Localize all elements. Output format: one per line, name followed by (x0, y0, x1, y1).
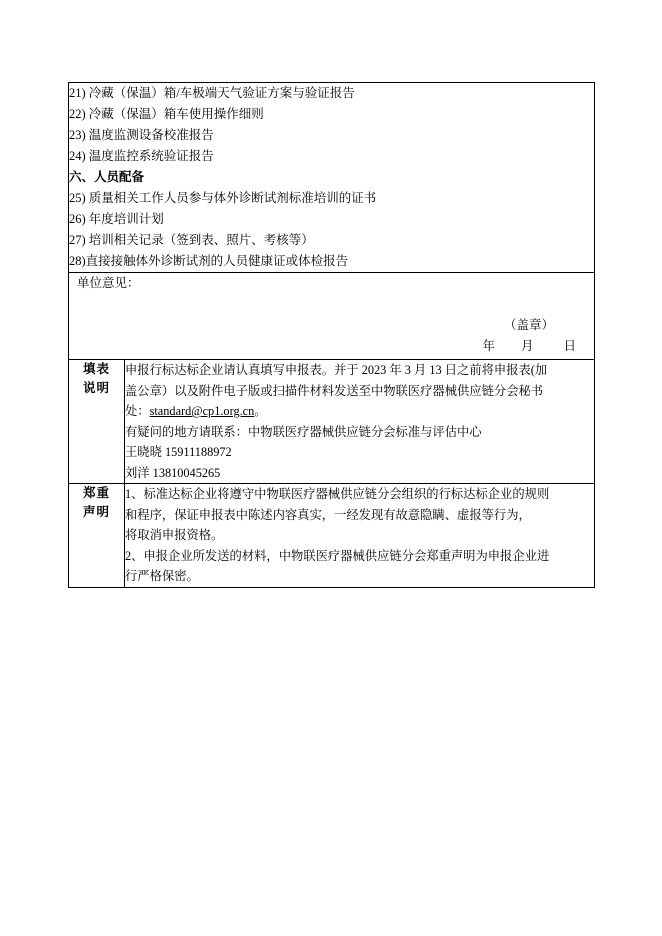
unit-opinion-cell (69, 273, 595, 360)
unit-opinion-label: 单位意见： (77, 276, 140, 290)
list-item: 27) 培训相关记录（签到表、照片、考核等） (69, 233, 314, 247)
table-row-statement (69, 484, 595, 588)
application-form-table (68, 82, 595, 588)
statement-label-line2: 声明 (82, 505, 110, 519)
instructions-contact-2: 刘洋 13810045265 (125, 465, 221, 480)
list-item: 21) 冷藏（保温）箱/车极端天气验证方案与验证报告 (69, 86, 355, 100)
list-item: 28)直接接触体外诊断试剂的人员健康证或体检报告 (69, 254, 349, 268)
list-item: 22) 冷藏（保温）箱车使用操作细则 (69, 107, 264, 121)
instructions-line: 有疑问的地方请联系：中物联医疗器械供应链分会标准与评估中心 (125, 424, 482, 439)
list-item: 23) 温度监测设备校准报告 (69, 128, 214, 142)
table-row-checklist (69, 83, 595, 273)
statement-line: 1、标准达标企业将遵守中物联医疗器械供应链分会组织的行标达标企业的规则 (125, 487, 550, 501)
statement-line: 将取消申报资格。 (125, 528, 224, 542)
date-day-label: 日 (563, 339, 577, 353)
statement-line: 2、申报企业所发送的材料，中物联医疗器械供应链分会郑重声明为申报企业进 (125, 548, 550, 563)
instructions-label-line1: 填表 (82, 362, 110, 376)
instructions-line: 盖公章）以及附件电子版或扫描件材料发送至中物联医疗器械供应链分会秘书 (125, 383, 544, 398)
table-row-unit-opinion (69, 273, 595, 360)
table-row-instructions (69, 360, 595, 484)
contact-email[interactable]: standard@cp1.org.cn (149, 404, 255, 418)
list-item: 26) 年度培训计划 (69, 212, 164, 226)
statement-line: 行严格保密。 (125, 569, 199, 583)
statement-label-line1: 郑重 (82, 486, 110, 500)
checklist-cell (69, 83, 595, 273)
instructions-label-line2: 说明 (82, 381, 110, 395)
instructions-line-email: 处：standard@cp1.org.cn。 (125, 404, 267, 418)
date-placeholder (482, 336, 576, 354)
list-item: 25) 质量相关工作人员参与体外诊断试剂标准培训的证书 (69, 191, 377, 205)
instructions-line: 申报行标达标企业请认真填写申报表。并于 2023 年 3 月 13 日之前将申报表(加 (125, 363, 548, 377)
date-year-label: 年 (482, 339, 495, 353)
instructions-body-cell (125, 360, 595, 484)
statement-label-cell (69, 484, 125, 588)
seal-placeholder: （盖章） (504, 318, 555, 332)
list-item: 24) 温度监控系统验证报告 (69, 149, 214, 163)
date-month-label: 月 (520, 339, 534, 353)
statement-line: 和程序，保证申报表中陈述内容真实，一经发现有故意隐瞒、虚报等行为， (125, 507, 531, 522)
section-heading-personnel: 六、人员配备 (69, 170, 145, 184)
instructions-label-cell (69, 360, 125, 484)
statement-body-cell (125, 484, 595, 588)
instructions-contact-1: 王晓晓 15911188972 (125, 445, 232, 459)
